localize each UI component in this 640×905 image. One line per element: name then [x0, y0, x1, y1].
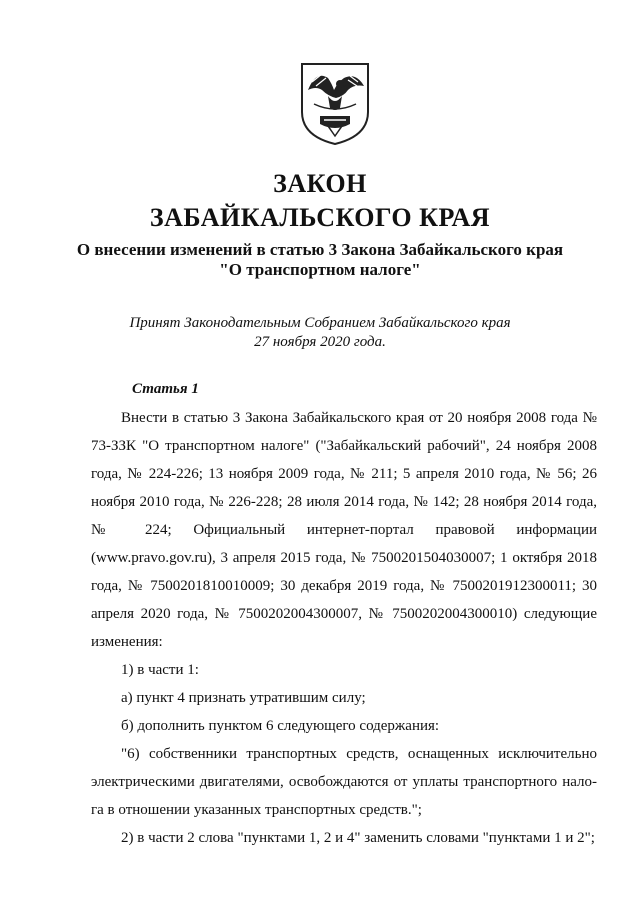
adoption-line-1: Принят Законодательным Собранием Забайкальского края — [129, 315, 511, 331]
law-title: ЗАКОН — [273, 169, 367, 198]
article-paragraph: а) пункт 4 признать утратившим силу; — [121, 690, 366, 706]
coat-of-arms-icon — [298, 60, 372, 146]
subtitle-line-2: "О транспортном налоге" — [219, 260, 421, 279]
article-paragraph: 1) в части 1: — [121, 662, 199, 678]
adoption-date: 27 ноября 2020 года. — [254, 334, 386, 350]
subtitle-line-1: О внесении изменений в статью 3 Закона Забайкальского края — [76, 240, 564, 259]
adoption-note — [0, 314, 640, 352]
law-subtitle — [0, 240, 640, 280]
article-paragraph: Внести в статью 3 Закона Забайкальского края от 20 ноября 2008 года № 73-ЗЗК "О транспортном налоге" ("Забайкальский рабочий", 24 ноября 2008 года, № 224-226; 13 ноября 2009 года, № 211; 5 апреля 2010 года, № 56; 26 ноября 2010 года, № 226-228; 28 июля 2014 года, № 142; 28 ноября 2014 года, № 224; Официальный интернет-портал правовой информации (www.pravo.gov.ru), 3 апреля 2015 года, № 7500201504030007; 1 октября 2018 года, № 7500201810010009; 30 декабря 2019 года, № 7500201912300011; 30 апреля 2020 года, № 7500202004300007, № 7500202004300010) следующие изменения: — [91, 410, 597, 650]
article-heading: Статья 1 — [132, 381, 199, 397]
article-body — [91, 404, 597, 852]
law-region-title: ЗАБАЙКАЛЬСКОГО КРАЯ — [149, 203, 491, 232]
article-paragraph: "6) собственники транспортных средств, оснащенных исключительно электрическими двигателями, освобождаются от уплаты транспортного нало-га в отношении указанных транспортных средств."; — [91, 746, 597, 818]
article-paragraph: 2) в части 2 слова "пунктами 1, 2 и 4" заменить словами "пунктами 1 и 2"; — [121, 830, 595, 846]
article-paragraph: б) дополнить пунктом 6 следующего содержания: — [121, 718, 440, 734]
